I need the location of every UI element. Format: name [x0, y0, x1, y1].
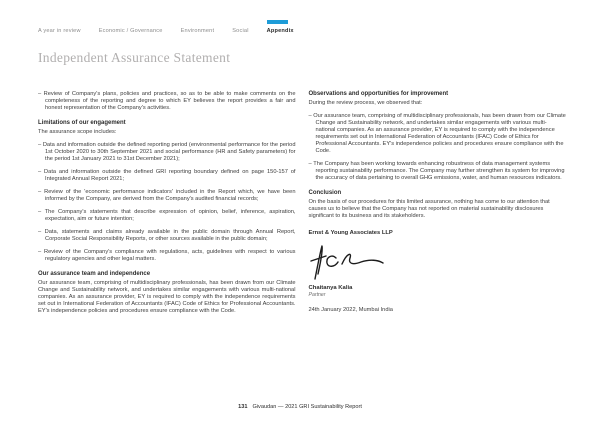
list-item: – The Company has been working towards enhancing robustness of data management systems reporting sustainability performance. The Company may further strengthen its system for improving the accuracy of data pertaining to overall GHG emissions, water, and human resources indicators.	[309, 161, 567, 182]
report-title: Givaudan — 2021 GRI Sustainability Report	[252, 404, 362, 410]
signatory-name: Chaitanya Kalia	[308, 285, 353, 291]
signature-date: 24th January 2022, Mumbai India	[308, 307, 393, 313]
firm-name: Ernst & Young Associates LLP	[308, 230, 393, 236]
list-item: – Our assurance team, comprising of multidisciplinary professionals, has been drawn from our Climate Change and Sustainability network, and undertakes similar engagements with various multi-national companies. As an assurance provider, EY is required to comply with the independence requirements set out in International Federation of Accountants (IFAC) Code of Ethics for Professional Accountants. EY's independence policies and procedures ensure compliance with the Code.	[309, 113, 567, 155]
top-navigation	[0, 0, 600, 34]
conclusion-paragraph: On the basis of our procedures for this limited assurance, nothing has come to our attention that causes us to believe that the Company has not reported on material sustainability disclosures significant to its business and its stakeholders.	[308, 199, 550, 219]
nav-item-label: Appendix	[266, 28, 294, 34]
signature-image	[309, 241, 567, 283]
signatory-role: Partner	[308, 292, 326, 298]
list-item: – Review of Company's plans, policies and practices, so as to be able to make comments on the completeness of the reporting and degree to which EY believes the report provides a fair and honest representation of the Company's activities.	[38, 91, 296, 112]
nav-item-environment[interactable]	[181, 20, 215, 34]
list-item: – Review of the Company's compliance with regulations, acts, guidelines with respect to various regulatory agencies and other legal matters.	[38, 249, 296, 263]
active-tab-indicator	[267, 20, 288, 24]
conclusion-heading: Conclusion	[308, 190, 342, 196]
list-item: – Review of the 'economic performance indicators' included in the Report which, we have been informed by the Company, are derived from the Company's audited financial records;	[38, 189, 296, 203]
nav-item-label: Environment	[180, 28, 215, 34]
content-columns	[0, 66, 600, 321]
limitations-heading: Limitations of our engagement	[38, 120, 126, 126]
observations-list	[309, 113, 567, 182]
nav-item-a-year-in-review[interactable]	[38, 20, 81, 34]
limitations-intro: The assurance scope includes:	[38, 129, 117, 135]
scope-carryover-list	[38, 91, 296, 112]
nav-item-label: Social	[232, 28, 249, 34]
page-footer	[0, 404, 600, 410]
page-title: Independent Assurance Statement	[38, 50, 231, 65]
list-item: – Data and information outside the defined reporting period (environmental performance for the period 1st October 2020 to 30th September 2021 and social performance (HR and Safety parameters) for the period 1st January 2021 to 31st December 2021);	[38, 142, 296, 163]
nav-item-economic-governance[interactable]	[99, 20, 163, 34]
nav-item-label: Economic / Governance	[98, 28, 163, 34]
assurance-team-heading: Our assurance team and independence	[38, 271, 151, 277]
nav-item-label: A year in review	[38, 28, 81, 34]
observations-heading: Observations and opportunities for improvement	[308, 91, 449, 97]
right-column	[309, 91, 567, 321]
assurance-team-paragraph: Our assurance team, comprising of multidisciplinary professionals, has been drawn from our Climate Change and Sustainability network, and undertakes similar engagements with various multi-national companies. As an assurance provider, EY is required to comply with the independence requirements set out in International Federation of Accountants (IFAC) Code of Ethics for Professional Accountants. EY's independence policies and procedures ensure compliance with the Code.	[38, 280, 296, 314]
observations-intro: During the review process, we observed that:	[308, 100, 423, 106]
nav-item-appendix[interactable]	[267, 20, 294, 34]
list-item: – Data, statements and claims already available in the public domain through Annual Report, Corporate Social Responsibility Reports, or other sources available in the public domain;	[38, 229, 296, 243]
left-column	[38, 91, 296, 321]
list-item: – The Company's statements that describe expression of opinion, belief, inference, aspiration, expectation, aim or future intention;	[38, 209, 296, 223]
nav-item-social[interactable]	[232, 20, 248, 34]
page-number: 131	[238, 404, 248, 410]
scope-exclusions-list	[38, 142, 296, 263]
list-item: – Data and information outside the defined GRI reporting boundary defined on page 150-157 of Integrated Annual Report 2021;	[38, 169, 296, 183]
